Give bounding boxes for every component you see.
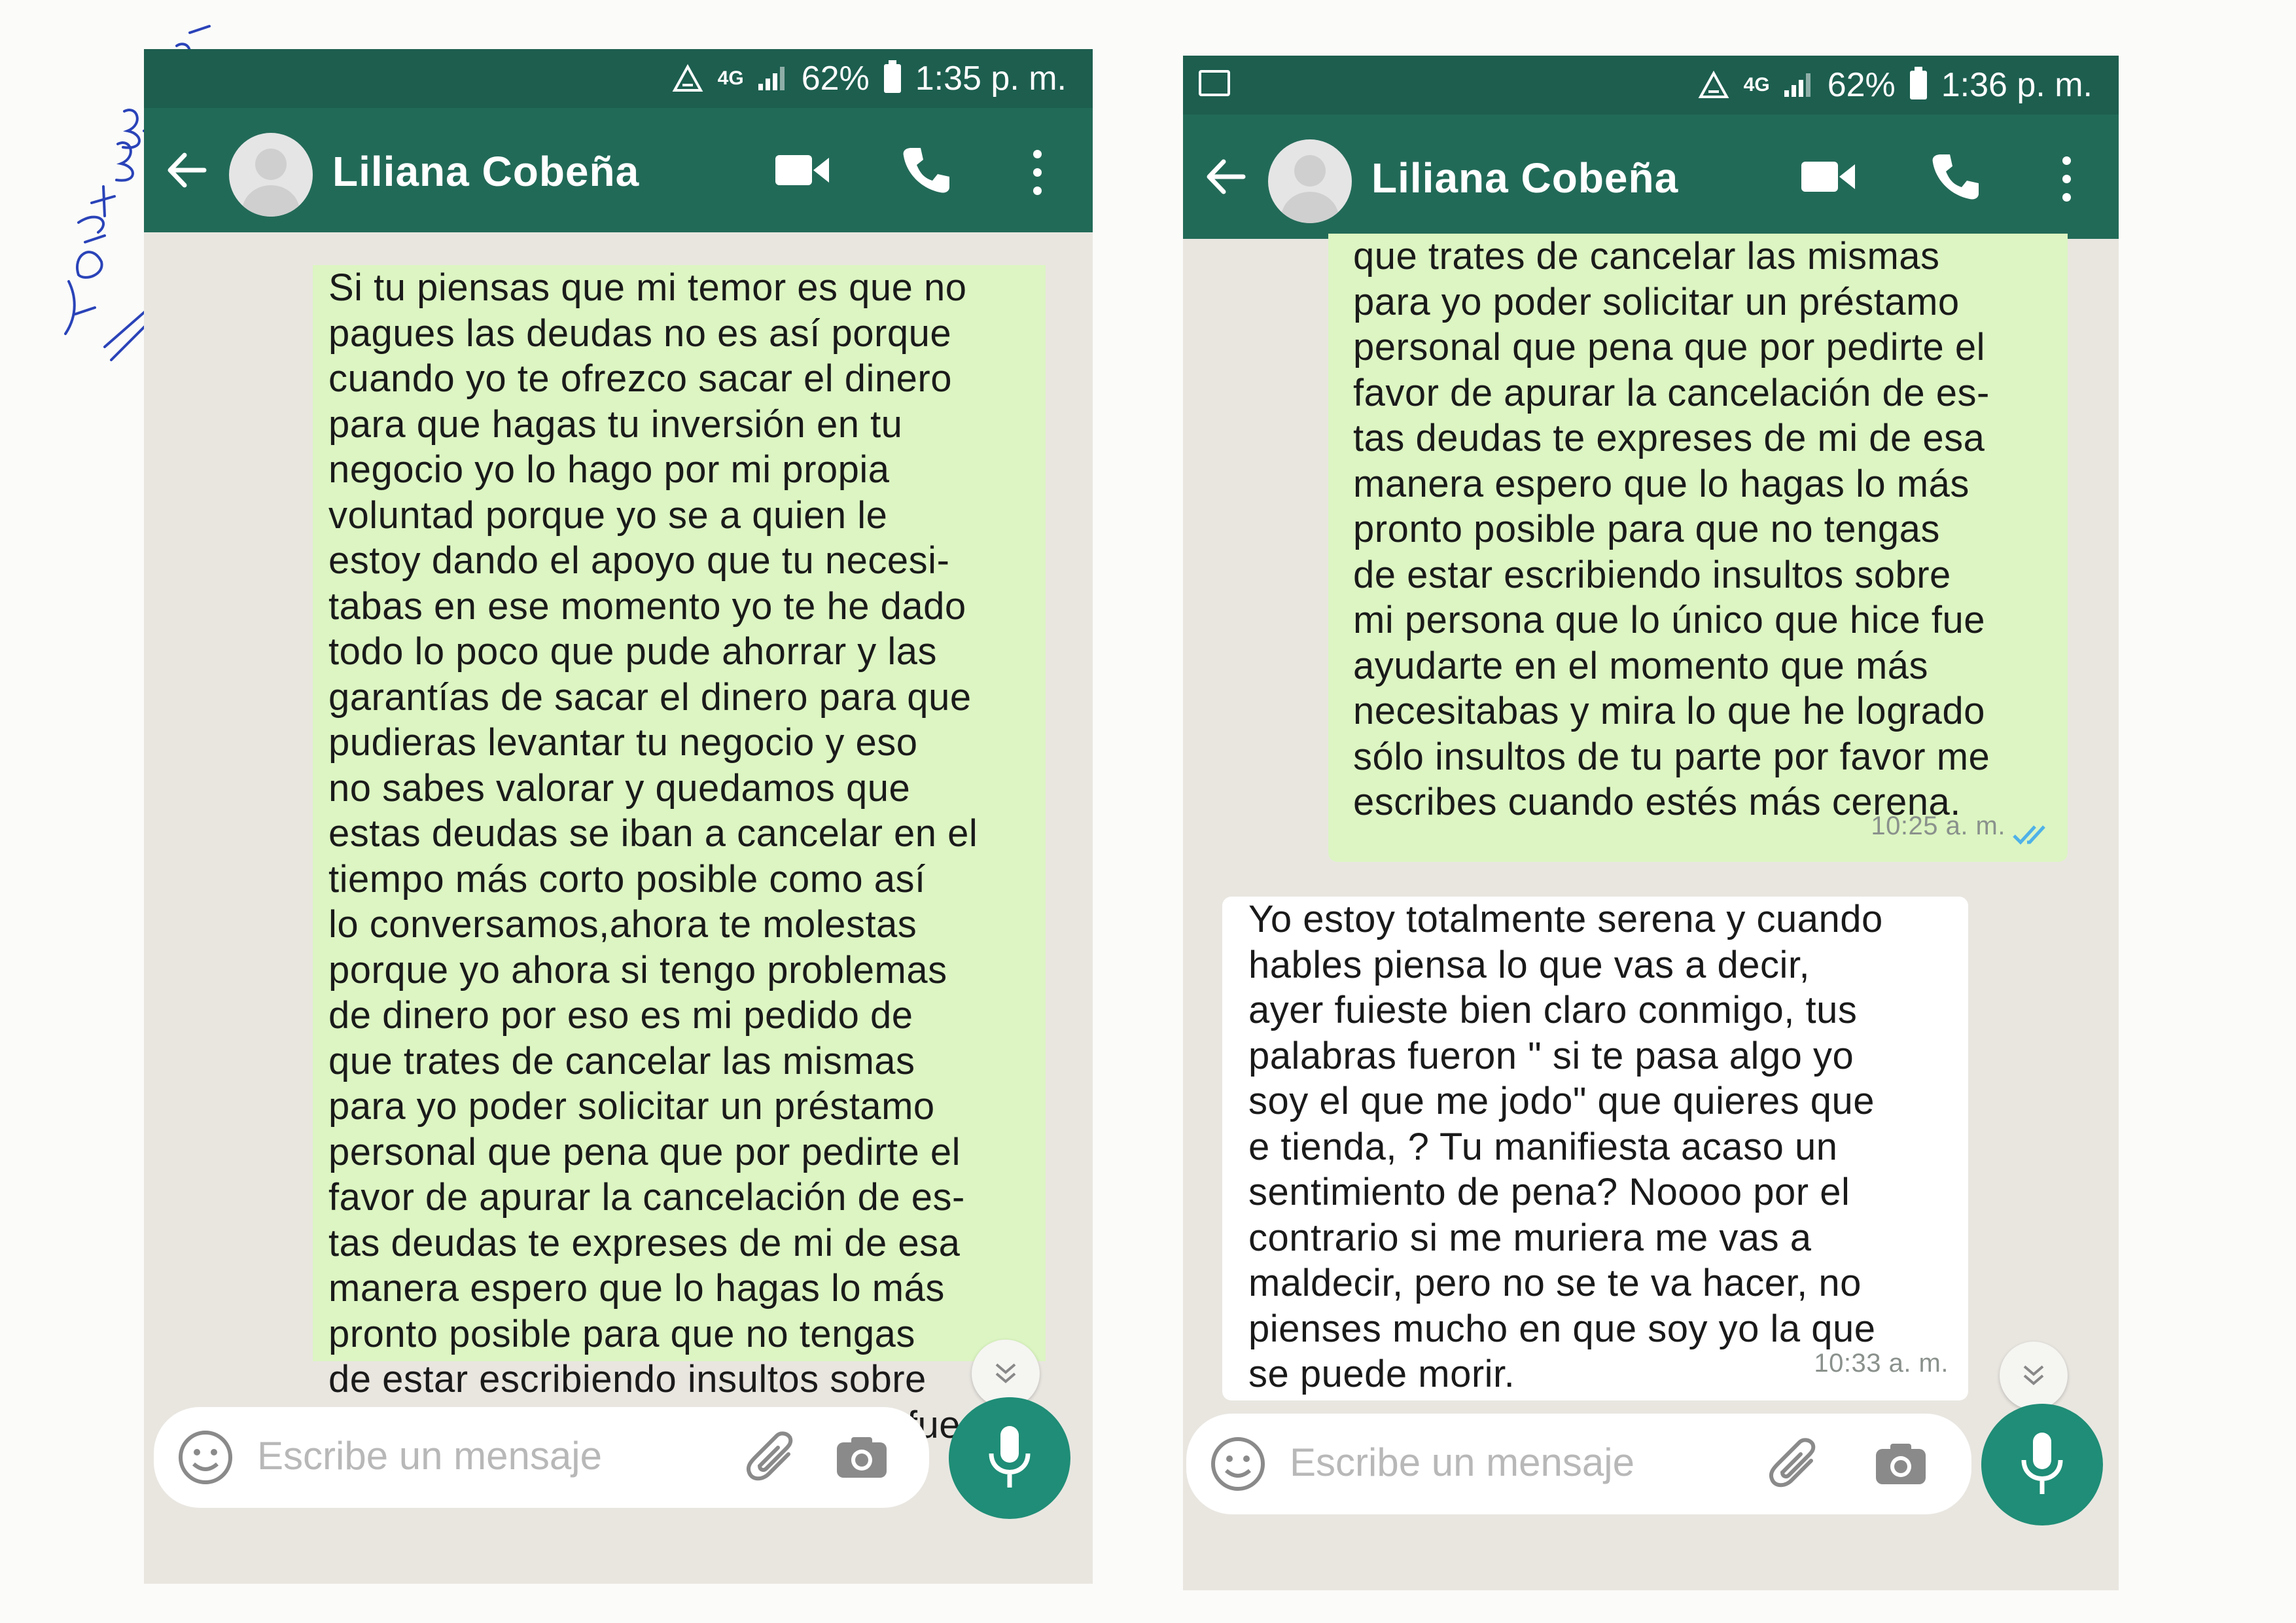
message-text-line: de estar escribiendo insultos sobre bbox=[328, 1358, 927, 1400]
message-text-line: maldecir, pero no se te va hacer, no bbox=[1248, 1262, 1862, 1304]
battery-percent: 62% bbox=[1827, 66, 1896, 104]
message-text-line: garantías de sacar el dinero para que bbox=[328, 675, 972, 719]
message-list[interactable] bbox=[144, 232, 1093, 1584]
message-text-line: manera espero que lo hagas lo más bbox=[1353, 462, 1969, 505]
message-bubble-outgoing[interactable] bbox=[1328, 234, 2068, 862]
message-text-line: favor de apurar la cancelación de es- bbox=[328, 1176, 965, 1219]
message-text-line: sólo insultos de tu parte por favor me bbox=[1353, 735, 1990, 778]
avatar-icon[interactable] bbox=[229, 133, 313, 217]
contact-name[interactable]: Liliana Cobeña bbox=[332, 148, 640, 195]
message-text-line: porque yo ahora si tengo problemas bbox=[328, 948, 947, 991]
message-text-line: pienses mucho en que soy yo la que bbox=[1248, 1307, 1876, 1350]
message-text-line: palabras fueron " si te pasa algo yo bbox=[1248, 1034, 1854, 1077]
message-text-line: sentimiento de pena? Noooo por el bbox=[1248, 1171, 1850, 1213]
message-composer bbox=[154, 1407, 929, 1508]
attach-icon[interactable] bbox=[743, 1428, 802, 1487]
mic-button[interactable] bbox=[1981, 1404, 2103, 1525]
message-text-line: escribes cuando estés más cerena. bbox=[1353, 781, 1961, 823]
scroll-down-icon bbox=[2019, 1361, 2048, 1390]
phone-call-icon[interactable] bbox=[900, 144, 952, 196]
network-type: 4G bbox=[717, 67, 744, 89]
phone-screenshot-2 bbox=[1183, 56, 2119, 1590]
signal-icon bbox=[758, 67, 787, 90]
message-list[interactable] bbox=[1183, 235, 2119, 1590]
message-text-line: tas deudas te expreses de mi de esa bbox=[328, 1221, 961, 1264]
message-text-line: pudieras levantar tu negocio y eso bbox=[328, 721, 918, 764]
message-text-line: tabas en ese momento yo te he dado bbox=[328, 584, 966, 628]
message-text-line: pronto posible para que no tengas bbox=[328, 1312, 915, 1355]
chat-header bbox=[144, 108, 1093, 232]
message-text-line: Si tu piensas que mi temor es que no bbox=[328, 266, 967, 309]
message-text-line: que trates de cancelar las mismas bbox=[1353, 235, 1940, 277]
mic-icon bbox=[983, 1422, 1036, 1494]
message-text-line: para yo poder solicitar un préstamo bbox=[328, 1085, 935, 1128]
phone-call-icon[interactable] bbox=[1929, 151, 1981, 203]
message-text-line: negocio yo lo hago por mi propia bbox=[328, 448, 890, 491]
message-text-line: hables piensa lo que vas a decir, bbox=[1248, 943, 1810, 986]
message-text-line: cuando yo te ofrezco sacar el dinero bbox=[328, 357, 952, 400]
message-text-line: se puede morir. bbox=[1248, 1353, 1515, 1395]
message-text-line: e tienda, ? Tu manifiesta acaso un bbox=[1248, 1125, 1838, 1168]
data-saver-icon bbox=[672, 64, 703, 93]
message-text-line: que trates de cancelar las mismas bbox=[328, 1039, 915, 1082]
message-text-line: necesitabas y mira lo que he logrado bbox=[1353, 690, 1985, 732]
message-text-line: favor de apurar la cancelación de es- bbox=[1353, 371, 1990, 414]
message-text-line: no sabes valorar y quedamos que bbox=[328, 766, 911, 810]
scroll-down-button[interactable] bbox=[2000, 1342, 2068, 1410]
message-text-line: de estar escribiendo insultos sobre bbox=[1353, 553, 1951, 596]
message-input[interactable]: Escribe un mensaje bbox=[257, 1434, 602, 1478]
message-composer bbox=[1186, 1414, 1971, 1514]
battery-percent: 62% bbox=[801, 60, 870, 98]
attach-icon[interactable] bbox=[1765, 1435, 1824, 1493]
mic-icon bbox=[2016, 1429, 2068, 1501]
more-options-icon[interactable] bbox=[1031, 147, 1044, 200]
contact-name[interactable]: Liliana Cobeña bbox=[1371, 154, 1679, 202]
back-arrow-icon[interactable] bbox=[1203, 154, 1248, 200]
message-text-line: fue bbox=[906, 1403, 961, 1446]
message-text-line: voluntad porque yo se a quien le bbox=[328, 493, 888, 537]
message-text-line: tas deudas te expreses de mi de esa bbox=[1353, 417, 1985, 459]
mic-button[interactable] bbox=[949, 1397, 1070, 1519]
emoji-icon[interactable] bbox=[1209, 1435, 1267, 1493]
message-text-line: Yo estoy totalmente serena y cuando bbox=[1248, 898, 1883, 940]
gallery-notification-icon bbox=[1199, 70, 1230, 96]
scroll-down-icon bbox=[991, 1359, 1020, 1388]
camera-icon[interactable] bbox=[834, 1435, 889, 1480]
message-text-line: personal que pena que por pedirte el bbox=[328, 1130, 961, 1173]
message-text-line: tiempo más corto posible como así bbox=[328, 857, 926, 901]
message-text-line: estas deudas se iban a cancelar en el bbox=[328, 812, 978, 855]
chat-header bbox=[1183, 115, 2119, 239]
message-text-line: personal que pena que por pedirte el bbox=[1353, 326, 1986, 368]
message-text-line: para que hagas tu inversión en tu bbox=[328, 402, 903, 446]
message-text-line: para yo poder solicitar un préstamo bbox=[1353, 280, 1960, 323]
message-text-line: ayudarte en el momento que más bbox=[1353, 644, 1929, 687]
message-text-line: soy el que me jodo" que quieres que bbox=[1248, 1080, 1875, 1122]
battery-icon bbox=[1910, 71, 1927, 99]
message-text-line: pagues las deudas no es así porque bbox=[328, 312, 952, 355]
message-bubble-incoming[interactable] bbox=[1222, 897, 1968, 1400]
message-text-line: estoy dando el apoyo que tu necesi- bbox=[328, 539, 950, 582]
network-type: 4G bbox=[1743, 74, 1770, 96]
video-call-icon[interactable] bbox=[775, 154, 829, 187]
battery-icon bbox=[884, 64, 901, 93]
message-text-line: lo conversamos,ahora te molestas bbox=[328, 903, 917, 946]
message-text-line: pronto posible para que no tengas bbox=[1353, 508, 1940, 550]
message-input[interactable]: Escribe un mensaje bbox=[1290, 1440, 1634, 1484]
data-saver-icon bbox=[1698, 71, 1729, 99]
video-call-icon[interactable] bbox=[1801, 160, 1855, 193]
message-text-line: de dinero por eso es mi pedido de bbox=[328, 994, 913, 1037]
message-text-line: todo lo poco que pude ahorrar y las bbox=[328, 630, 938, 673]
message-text-line: mi persona que lo único que hice fue bbox=[1353, 599, 1985, 641]
message-bubble-outgoing[interactable] bbox=[313, 265, 1046, 1446]
phone-screenshot-1 bbox=[144, 49, 1093, 1584]
message-text-line: ayer fuieste bien claro conmigo, tus bbox=[1248, 989, 1858, 1031]
message-text-line: contrario si me muriera me vas a bbox=[1248, 1216, 1812, 1259]
message-time: 10:33 a. m. bbox=[1814, 1348, 1949, 1378]
back-arrow-icon[interactable] bbox=[164, 147, 209, 193]
more-options-icon[interactable] bbox=[2060, 154, 2073, 206]
message-time: 10:25 a. m. bbox=[1871, 811, 2005, 840]
emoji-icon[interactable] bbox=[177, 1429, 234, 1486]
clock: 1:36 p. m. bbox=[1941, 66, 2093, 104]
signal-icon bbox=[1784, 73, 1813, 97]
status-bar bbox=[144, 49, 1093, 108]
clock: 1:35 p. m. bbox=[915, 60, 1067, 98]
double-check-icon bbox=[2011, 823, 2053, 846]
avatar-icon[interactable] bbox=[1268, 139, 1352, 223]
camera-icon[interactable] bbox=[1873, 1441, 1928, 1487]
status-bar bbox=[1183, 56, 2119, 115]
message-text-line: manera espero que lo hagas lo más bbox=[328, 1267, 945, 1310]
